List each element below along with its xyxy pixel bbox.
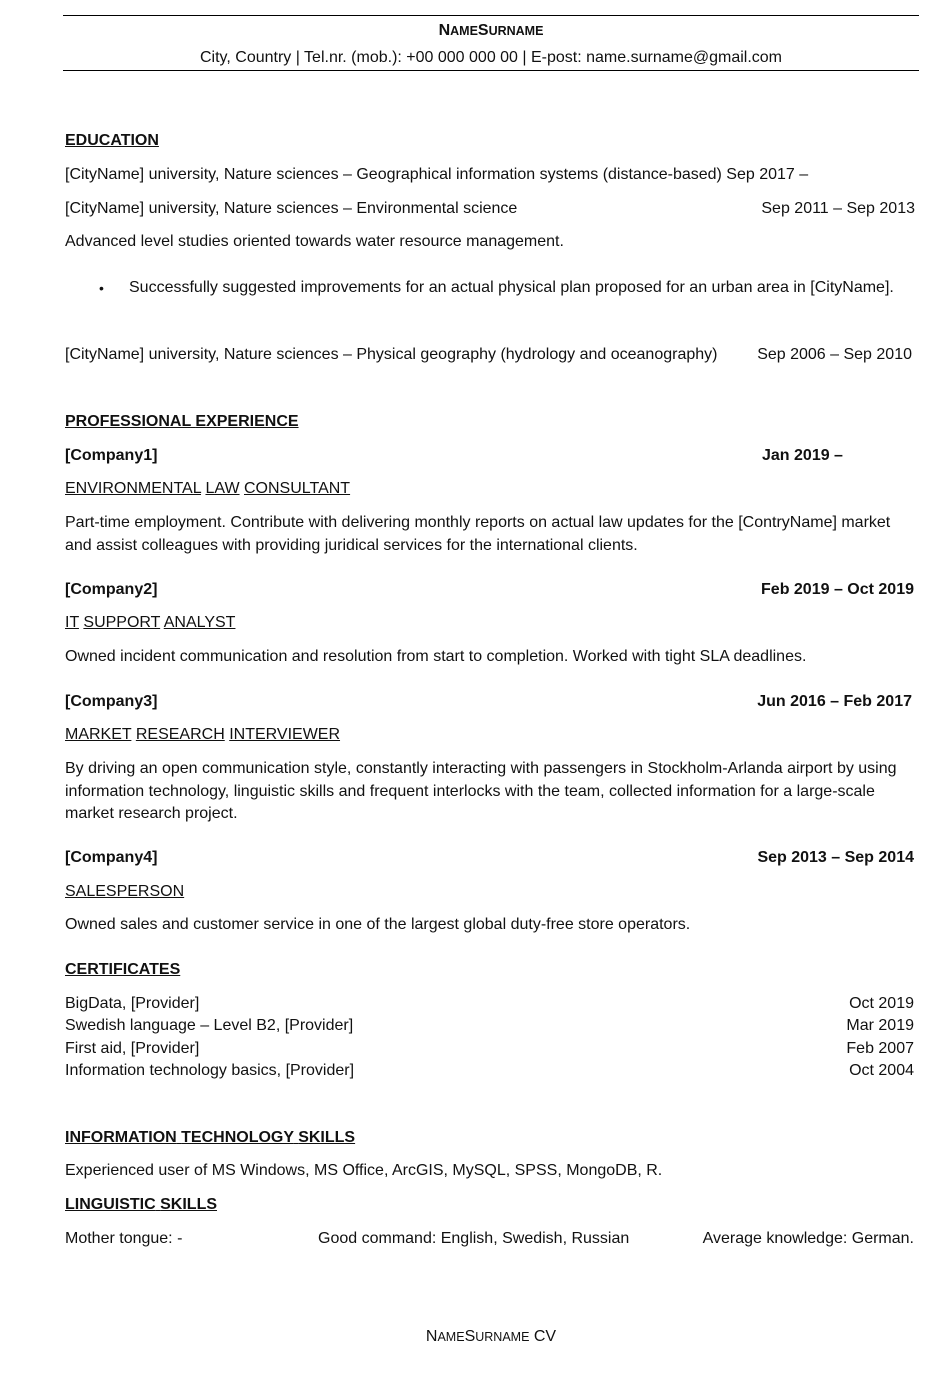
certificate-date: Feb 2007 xyxy=(846,1040,914,1057)
job-role: ENVIRONMENTAL LAW CONSULTANT xyxy=(65,480,351,497)
certificate-name: First aid, [Provider] xyxy=(65,1040,200,1057)
company-name: [Company1] xyxy=(65,447,158,464)
average-knowledge: Average knowledge: German. xyxy=(702,1230,914,1247)
job-date: Feb 2019 – Oct 2019 xyxy=(761,581,914,598)
education-entry: [CityName] university, Nature sciences – Environmental science xyxy=(65,200,518,217)
certificate-name: Information technology basics, [Provider] xyxy=(65,1062,355,1079)
cv-name: NAMESURNAME xyxy=(438,22,544,39)
certificate-date: Oct 2019 xyxy=(849,995,914,1012)
certificate-date: Mar 2019 xyxy=(846,1017,914,1034)
job-description: By driving an open communication style, constantly interacting with passengers in Stockholm-Arlanda airport by using information technology, linguistic skills and frequent interlocks with the team, collected information for a large-scale market research project. xyxy=(65,760,897,822)
company-name: [Company4] xyxy=(65,849,158,866)
certificate-name: Swedish language – Level B2, [Provider] xyxy=(65,1017,354,1034)
certificates-heading: CERTIFICATES xyxy=(65,961,181,978)
education-date: Sep 2006 – Sep 2010 xyxy=(757,346,912,363)
job-date: Sep 2013 – Sep 2014 xyxy=(757,849,914,866)
company-name: [Company3] xyxy=(65,693,158,710)
job-date: Jan 2019 – xyxy=(762,447,843,464)
footer-title: NAMESURNAME CV xyxy=(425,1328,557,1345)
bullet-icon: • xyxy=(99,280,104,296)
experience-heading: PROFESSIONAL EXPERIENCE xyxy=(65,413,299,430)
education-entry: [CityName] university, Nature sciences – Physical geography (hydrology and oceanography) xyxy=(65,346,718,363)
education-heading: EDUCATION xyxy=(65,132,159,149)
job-role: MARKET RESEARCH INTERVIEWER xyxy=(65,726,341,743)
certificate-name: BigData, [Provider] xyxy=(65,995,200,1012)
certificate-date: Oct 2004 xyxy=(849,1062,914,1079)
header-bottom-rule xyxy=(63,70,919,71)
job-description: Owned incident communication and resolution from start to completion. Worked with tight SLA deadlines. xyxy=(65,648,807,665)
mother-tongue: Mother tongue: - xyxy=(65,1230,183,1247)
education-date: Sep 2011 – Sep 2013 xyxy=(761,200,915,217)
good-command: Good command: English, Swedish, Russian xyxy=(318,1230,630,1247)
contact-line: City, Country | Tel.nr. (mob.): +00 000 000 00 | E-post: name.surname@gmail.com xyxy=(200,49,782,66)
education-bullet-text: Successfully suggested improvements for an actual physical plan proposed for an urban area in [CityName]. xyxy=(129,279,894,296)
header-top-rule xyxy=(63,15,919,16)
it-skills-text: Experienced user of MS Windows, MS Office, ArcGIS, MySQL, SPSS, MongoDB, R. xyxy=(65,1162,663,1179)
job-role: IT SUPPORT ANALYST xyxy=(65,614,236,631)
it-skills-heading: INFORMATION TECHNOLOGY SKILLS xyxy=(65,1129,356,1146)
education-note: Advanced level studies oriented towards water resource management. xyxy=(65,233,564,250)
job-description: Part-time employment. Contribute with delivering monthly reports on actual law updates for the [ContryName] market and assist colleagues with providing juridical services for the international clients. xyxy=(65,514,891,554)
job-role: SALESPERSON xyxy=(65,883,185,900)
education-entry: [CityName] university, Nature sciences – Geographical information systems (distance-based) Sep 2017 – xyxy=(65,166,809,183)
company-name: [Company2] xyxy=(65,581,158,598)
job-date: Jun 2016 – Feb 2017 xyxy=(757,693,912,710)
job-description: Owned sales and customer service in one of the largest global duty-free store operators. xyxy=(65,916,691,933)
linguistic-heading: LINGUISTIC SKILLS xyxy=(65,1196,218,1213)
